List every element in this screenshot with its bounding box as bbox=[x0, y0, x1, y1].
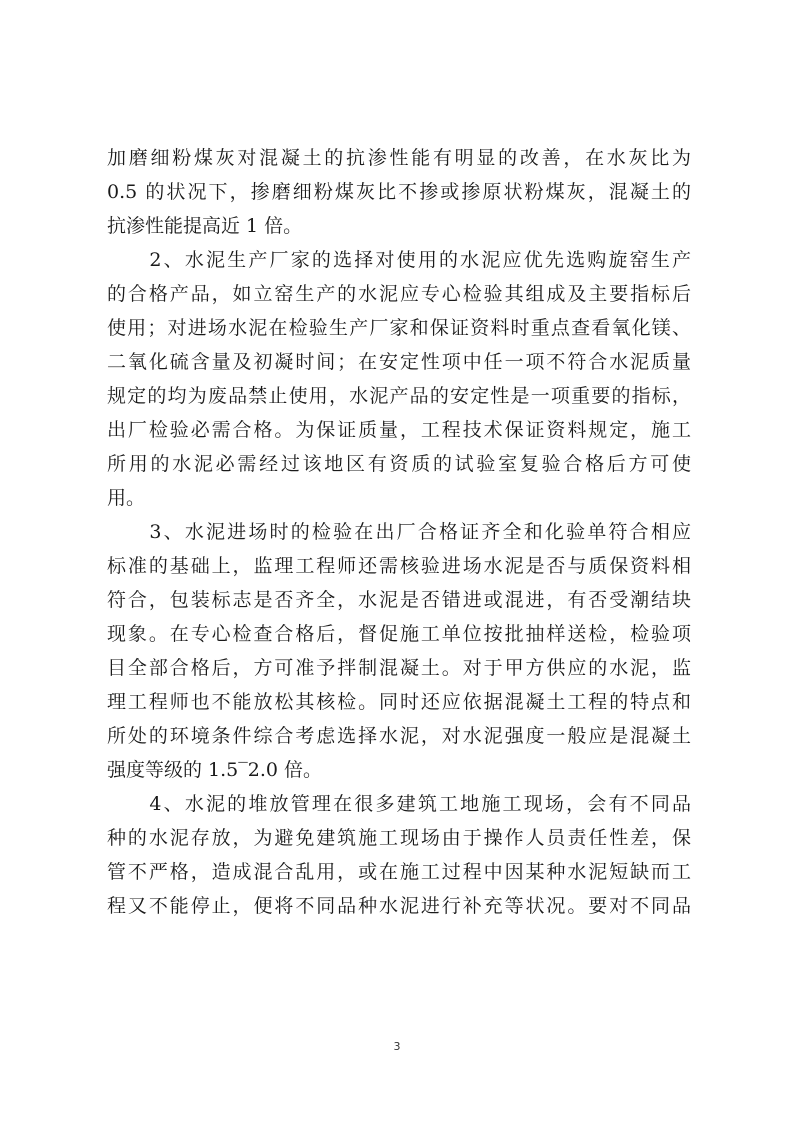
text-line: 所处的环境条件综合考虑选择水泥，对水泥强度一般应是混凝土 bbox=[107, 725, 691, 747]
paragraph-cement-manufacturer-selection bbox=[107, 243, 691, 515]
text-line: 加磨细粉煤灰对混凝土的抗渗性能有明显的改善，在水灰比为 bbox=[107, 147, 691, 169]
body-text bbox=[107, 141, 691, 923]
text-line: 程又不能停止，便将不同品种水泥进行补充等状况。要对不同品 bbox=[107, 895, 691, 917]
text-line: 2、水泥生产厂家的选择对使用的水泥应优先选购旋窑生产 bbox=[107, 249, 691, 271]
text-line: 强度等级的 1.5‾2.0 倍。 bbox=[107, 759, 323, 781]
text-line: 4、水泥的堆放管理在很多建筑工地施工现场，会有不同品 bbox=[107, 793, 691, 815]
text-line: 用。 bbox=[107, 487, 146, 509]
paragraph-cement-storage-management bbox=[107, 787, 691, 923]
text-line: 符合，包装标志是否齐全，水泥是否错进或混进，有否受潮结块 bbox=[107, 589, 691, 611]
text-line: 出厂检验必需合格。为保证质量，工程技术保证资料规定，施工 bbox=[107, 419, 691, 441]
text-line: 二氧化硫含量及初凝时间；在安定性项中任一项不符合水泥质量 bbox=[107, 351, 691, 373]
text-line: 现象。在专心检查合格后，督促施工单位按批抽样送检，检验项 bbox=[107, 623, 691, 645]
text-line: 抗渗性能提高近 1 倍。 bbox=[107, 215, 303, 237]
text-line: 的合格产品，如立窑生产的水泥应专心检验其组成及主要指标后 bbox=[107, 283, 691, 305]
text-line: 3、水泥进场时的检验在出厂合格证齐全和化验单符合相应 bbox=[107, 521, 691, 543]
text-line: 理工程师也不能放松其核检。同时还应依据混凝土工程的特点和 bbox=[107, 691, 691, 713]
text-line: 0.5 的状况下，掺磨细粉煤灰比不掺或掺原状粉煤灰，混凝土的 bbox=[107, 181, 691, 203]
text-line: 管不严格，造成混合乱用，或在施工过程中因某种水泥短缺而工 bbox=[107, 861, 691, 883]
text-line: 所用的水泥必需经过该地区有资质的试验室复验合格后方可使 bbox=[107, 453, 691, 475]
text-line: 目全部合格后，方可准予拌制混凝土。对于甲方供应的水泥，监 bbox=[107, 657, 691, 679]
text-line: 规定的均为废品禁止使用，水泥产品的安定性是一项重要的指标， bbox=[107, 385, 691, 407]
text-line: 标准的基础上，监理工程师还需核验进场水泥是否与质保资料相 bbox=[107, 555, 691, 577]
text-line: 种的水泥存放，为避免建筑施工现场由于操作人员责任性差，保 bbox=[107, 827, 691, 849]
paragraph-cement-entry-inspection bbox=[107, 515, 691, 787]
page-number: 3 bbox=[393, 1040, 401, 1053]
text-line: 使用；对进场水泥在检验生产厂家和保证资料时重点查看氧化镁、 bbox=[107, 317, 691, 339]
paragraph-fly-ash-impermeability bbox=[107, 141, 691, 243]
